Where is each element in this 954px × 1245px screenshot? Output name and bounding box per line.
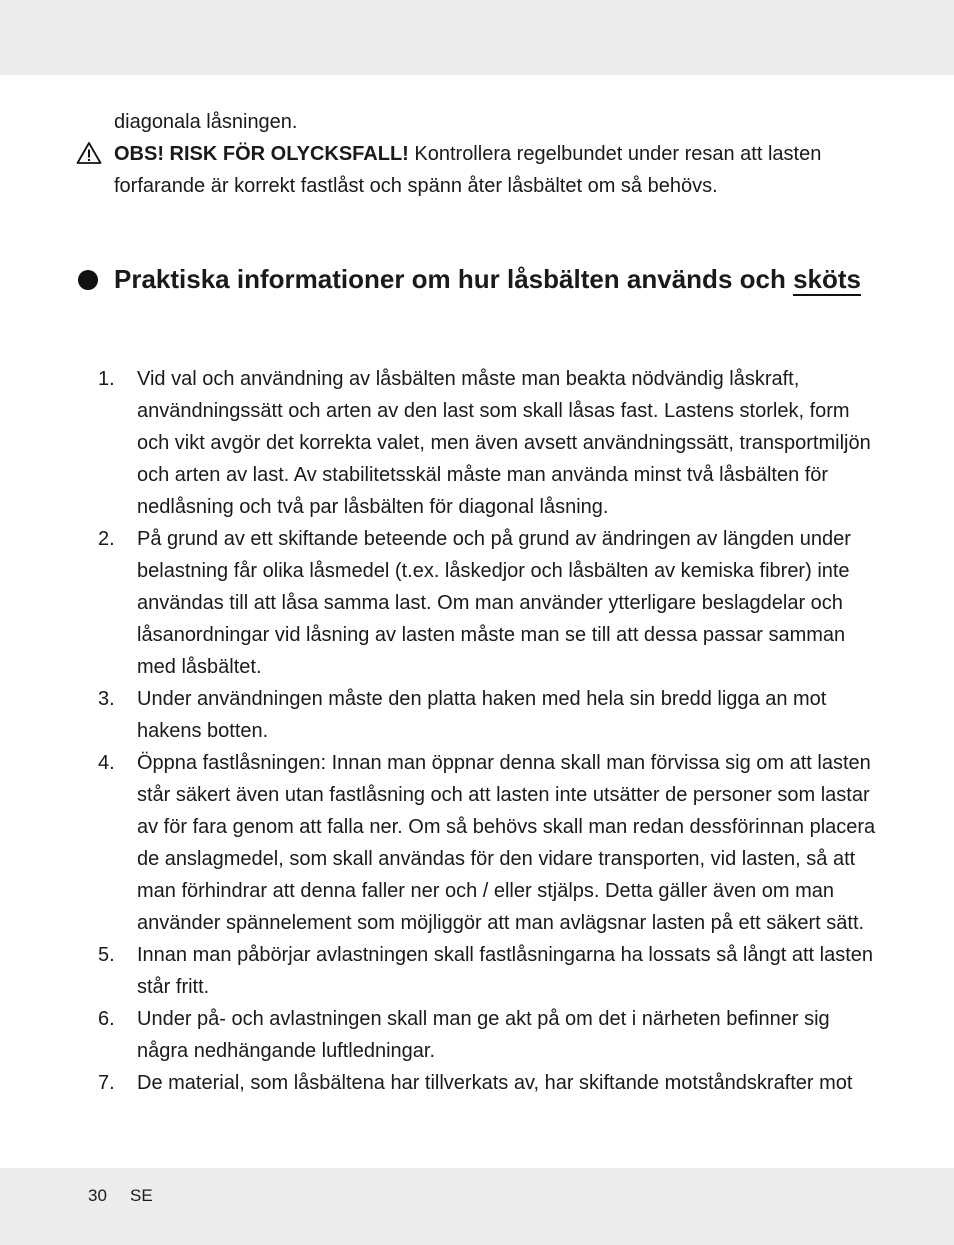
list-item-text: Innan man påbörjar avlastningen skall fastlåsningarna ha lossats så långt att lasten står fritt. bbox=[137, 944, 874, 998]
section-heading-underlined: sköts bbox=[793, 264, 861, 294]
numbered-list bbox=[0, 363, 954, 1099]
warning-triangle-icon bbox=[76, 141, 102, 165]
list-item bbox=[0, 1067, 954, 1099]
list-item-number: 5. bbox=[98, 944, 115, 966]
list-item bbox=[0, 683, 954, 747]
list-item bbox=[0, 523, 954, 683]
list-item-text: Under på- och avlastningen skall man ge akt på om det i närheten befinner sig några nedhängande luftledningar. bbox=[137, 1008, 830, 1062]
page-number: 30 bbox=[88, 1186, 107, 1205]
filled-circle-icon bbox=[78, 270, 98, 290]
list-item-number: 1. bbox=[98, 368, 115, 390]
list-item-number: 3. bbox=[98, 688, 115, 710]
list-item-text: Under användningen måste den platta haken med hela sin bredd ligga an mot hakens botten. bbox=[137, 688, 827, 742]
page-top-band bbox=[0, 0, 954, 75]
list-item bbox=[0, 939, 954, 1003]
list-item-number: 4. bbox=[98, 752, 115, 774]
list-item bbox=[0, 363, 954, 523]
warning-paragraph bbox=[114, 138, 884, 202]
warning-label: OBS! RISK FÖR OLYCKSFALL! bbox=[114, 143, 409, 165]
list-item-number: 2. bbox=[98, 528, 115, 550]
continued-text: diagonala låsningen. bbox=[114, 111, 298, 133]
warning-text: Kontrollera regelbundet under resan att lasten forfarande är korrekt fastlåst och spänn åter låsbältet om så behövs. bbox=[114, 143, 822, 197]
section-heading-main: Praktiska informationer om hur låsbälten används och bbox=[114, 264, 794, 294]
list-item-text: Vid val och användning av låsbälten måste man beakta nödvändig låskraft, användningssätt och arten av den last som skall låsas fast. Lastens storlek, form och vikt avgör det korrekta valet, men även avsett användningssätt, transportmiljön och arten av last. Av stabilitetsskäl måste man använda minst två låsbälten för nedlåsning och två par låsbälten för diagonal låsning. bbox=[137, 368, 871, 518]
list-item bbox=[0, 1003, 954, 1067]
section-heading bbox=[114, 262, 874, 296]
language-code: SE bbox=[130, 1186, 153, 1205]
list-item-number: 7. bbox=[98, 1072, 115, 1094]
list-item-number: 6. bbox=[98, 1008, 115, 1030]
list-item-text: De material, som låsbältena har tillverkats av, har skiftande motståndskrafter mot bbox=[137, 1072, 853, 1094]
list-item-text: Öppna fastlåsningen: Innan man öppnar denna skall man förvissa sig om att lasten står säkert även utan fastlåsning och att lasten inte utsätter de personer som lastar av för fara genom att falla ner. Om så behövs skall man redan dessförinnan placera de anslagmedel, som skall användas för den vidare transporten, vid lasten, så att man förhindrar att denna faller ner och / eller stjälps. Detta gäller även om man använder spännelement som möjliggör att man avlägsnar lasten på ett säkert sätt. bbox=[137, 752, 876, 934]
list-item bbox=[0, 747, 954, 939]
list-item-text: På grund av ett skiftande beteende och på grund av ändringen av längden under belastning får olika låsmedel (t.ex. låskedjor och låsbälten av kemiska fibrer) inte användas till att låsa samma last. Om man använder ytterligare beslagdelar och låsanordningar vid låsning av lasten måste man se till att dessa passar samman med låsbältet. bbox=[137, 528, 851, 678]
page-bottom-band bbox=[0, 1168, 954, 1245]
